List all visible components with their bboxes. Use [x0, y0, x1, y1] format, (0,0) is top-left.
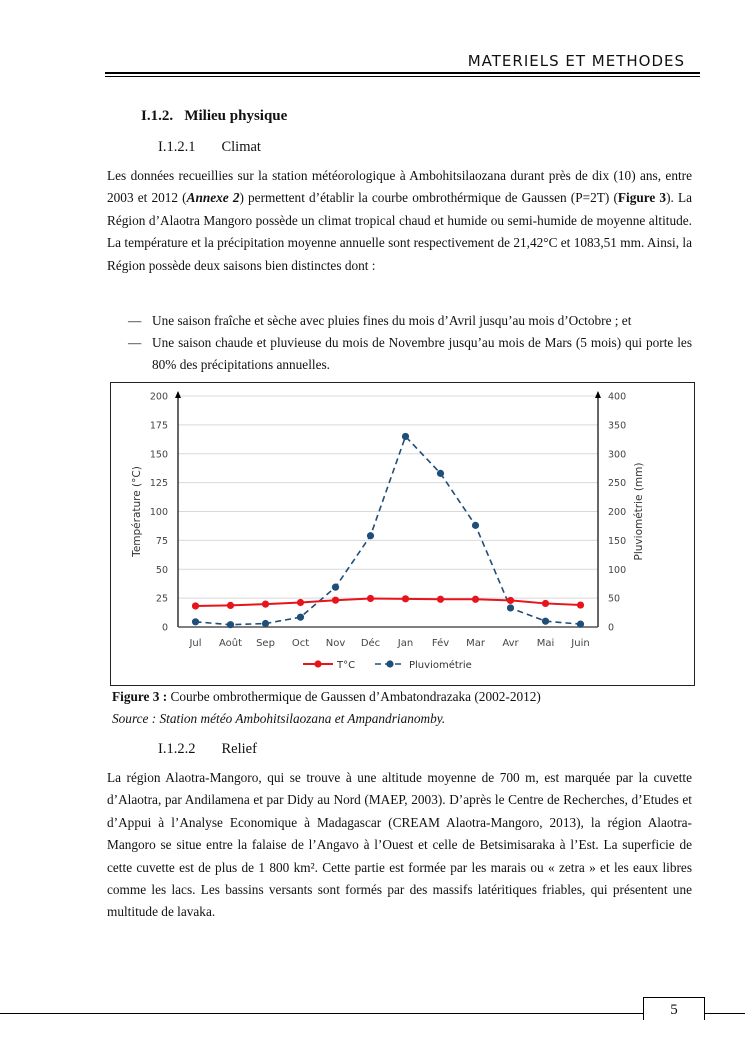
dash-bullet: —: [128, 335, 142, 350]
figure-caption: [112, 689, 541, 705]
list-text: Une saison chaude et pluvieuse du mois de Novembre jusqu’au mois de Mars (5 mois) qui porte les 80% des précipitations annuelles.: [152, 335, 692, 373]
series-line-temperature: [196, 598, 581, 606]
data-point: [542, 618, 549, 625]
y2-tick-label: 50: [608, 593, 621, 605]
text: ) permettent d’établir la courbe ombrothérmique de Gaussen (P=2T) (: [239, 190, 618, 206]
x-tick-label: Jan: [397, 638, 414, 649]
data-point: [262, 601, 269, 608]
data-point: [192, 618, 199, 625]
section-heading: [141, 108, 287, 125]
y2-axis-arrow: [595, 391, 601, 398]
figure-caption-text: Courbe ombrothermique de Gaussen d’Ambatondrazaka (2002-2012): [167, 689, 541, 704]
dash-bullet: —: [128, 313, 142, 328]
relief-paragraph: La région Alaotra-Mangoro, qui se trouve à une altitude moyenne de 700 m, est marquée par la cuvette d’Alaotra, par Andilamena et par Didy au Nord (MAEP, 2003). D’après le Centre de Recherches, d’Etudes et d’Appui à l’Analyse Economique à Madagascar (CREAM Alaotra-Mangoro, 2013), la région Alaotra-Mangoro se situe entre la falaise de l’Angavo à l’Ouest et celle de Betsimisaraka à l’Est. La superficie de cette cuvette est de plus de 1 800 km². Cette partie est formée par les marais ou « zetra » et les eaux libres comme les lacs. Les bassins versants sont formés par des massifs latéritiques friables, qui présentent une multitude de lavaka.: [107, 770, 692, 920]
y2-axis-title: Pluviométrie (mm): [633, 462, 645, 561]
x-tick-label: Déc: [360, 638, 381, 649]
legend-label-temperature: T°C: [337, 660, 356, 671]
subsection-title: Climat: [221, 139, 261, 155]
annexe-ref: Annexe 2: [186, 190, 240, 206]
y-tick-label: 125: [149, 478, 168, 490]
header-rule: [105, 72, 700, 74]
y-axis-arrow: [175, 391, 181, 398]
subsection-number: I.1.2.2: [158, 741, 196, 757]
subsection-heading-climat: [158, 139, 287, 156]
figure-source: Source : Station météo Ambohitsilaozana et Ampandrianomby.: [112, 711, 446, 726]
series-line-rainfall: [196, 436, 581, 624]
subsection-heading-relief: [158, 741, 283, 758]
y-tick-label: 175: [149, 420, 168, 432]
x-tick-label: Sep: [256, 638, 275, 649]
legend-label-rainfall: Pluviométrie: [409, 660, 472, 671]
data-point: [402, 595, 409, 602]
y-tick-label: 50: [155, 564, 168, 576]
list-text: Une saison fraîche et sèche avec pluies fines du mois d’Avril jusqu’au mois d’Octobre ; et: [152, 313, 632, 328]
y2-tick-label: 400: [608, 391, 627, 403]
footer-rule: [0, 1013, 643, 1014]
y-tick-label: 100: [149, 507, 168, 518]
climate-paragraph: [107, 165, 692, 277]
section-number: I.1.2.: [141, 108, 174, 124]
x-tick-label: Août: [218, 638, 243, 649]
x-tick-label: Avr: [502, 638, 519, 649]
list-item: [128, 332, 692, 377]
y-tick-label: 75: [155, 535, 168, 547]
y2-tick-label: 250: [608, 478, 627, 490]
chart-svg: [111, 383, 694, 685]
data-point: [472, 522, 479, 529]
data-point: [367, 532, 374, 539]
data-point: [437, 596, 444, 603]
running-header: MATERIELS ET METHODES: [467, 52, 685, 70]
page-number: 5: [643, 997, 705, 1020]
y-tick-label: 150: [149, 449, 168, 461]
data-point: [577, 621, 584, 628]
data-point: [472, 596, 479, 603]
data-point: [402, 433, 409, 440]
x-tick-label: Juin: [571, 638, 590, 649]
y2-tick-label: 350: [608, 420, 627, 432]
y-tick-label: 25: [155, 593, 168, 605]
data-point: [437, 470, 444, 477]
y2-tick-label: 150: [608, 535, 627, 547]
data-point: [227, 621, 234, 628]
header-rule-thin: [105, 76, 700, 77]
data-point: [227, 602, 234, 609]
x-tick-label: Nov: [325, 638, 346, 649]
figure-ref: Figure 3: [617, 190, 667, 206]
footer-rule-right: [705, 1013, 745, 1014]
data-point: [542, 600, 549, 607]
x-tick-label: Mai: [536, 638, 555, 649]
data-point: [577, 601, 584, 608]
section-title: Milieu physique: [184, 108, 288, 124]
y2-tick-label: 300: [608, 449, 627, 461]
legend-marker-rainfall: [386, 660, 393, 667]
data-point: [262, 620, 269, 627]
data-point: [192, 602, 199, 609]
legend-marker-temperature: [314, 660, 321, 667]
subsection-title: Relief: [221, 741, 257, 757]
data-point: [297, 614, 304, 621]
y2-tick-label: 0: [608, 622, 615, 634]
data-point: [367, 595, 374, 602]
subsection-number: I.1.2.1: [158, 139, 196, 155]
list-item: [128, 310, 692, 332]
data-point: [332, 584, 339, 591]
data-point: [332, 597, 339, 604]
y-tick-label: 0: [161, 622, 168, 634]
data-point: [507, 604, 514, 611]
data-point: [297, 599, 304, 606]
y2-tick-label: 100: [608, 564, 627, 576]
ombrothermic-chart: [110, 382, 695, 686]
x-tick-label: Oct: [291, 638, 310, 649]
y-tick-label: 200: [149, 391, 168, 403]
figure-label: Figure 3 :: [112, 689, 168, 704]
y-axis-title: Température (°C): [131, 466, 143, 557]
data-point: [507, 597, 514, 604]
x-tick-label: Fév: [431, 638, 450, 649]
x-tick-label: Mar: [466, 638, 485, 649]
x-tick-label: Jul: [189, 638, 202, 649]
text: Les données recueillies sur la station météorologique à Ambohitsilaozana durant près de dix (10) ans, entre 2003 et 2012 (: [107, 168, 692, 206]
text: ). La Région d’Alaotra Mangoro possède un climat tropical chaud et humide ou semi-humide de moyenne altitude. La température et la précipitation moyenne annuelle sont respectivement de 21,42°C et 1083,51 mm. Ainsi, la Région possède deux saisons bien distinctes dont :: [107, 190, 692, 273]
y2-tick-label: 200: [608, 507, 627, 518]
